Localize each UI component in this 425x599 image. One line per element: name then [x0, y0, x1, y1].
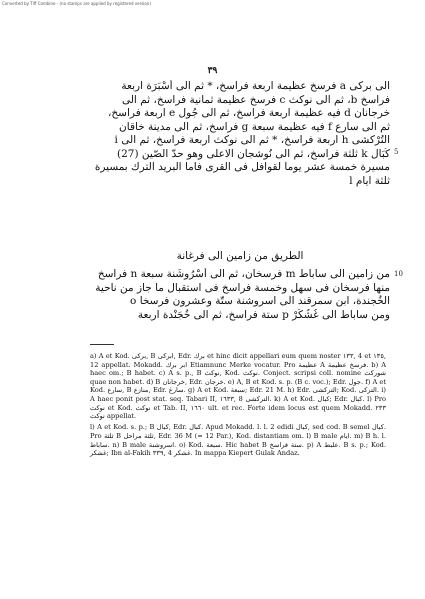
footnote: a) A et Kod. برکی, B ابرکی, Edr. برك et hinc dicit appellari eum quem noster ١٣٣, 4 et ١٣٥, 12 appellat. Mokadd. ابر برك Etiamnunc Merke vocatur. Pro عظيمة A فرسخ عظيمة. b) A haec om.; B habet. c) A s. p., B نوکث, Kod. نوکث. Conject. scripsi coll. nomine شوركث quae non habet. d) B خرجانان, Edr. خرجان. e) A, B et Kod. s. p. (B c. voc.); Edr. جول. f) A et Kod. سارع, B منازع, Edr. سارغ. g) A et Kod. سبعة; Edr. 21 M. h) Edr. التركشى; Kod. التركى. i) A haec ponit post stat. seq. Tabari II, ١٦٣٣, 8 التركشى. k) A et Kod. كبال; Edr. كبال. l) Pro نوكث et Kod. نوكث et Tab. II, ١٦٦٠ ult. et rec. Forte idem locus est quem Mokadd. ٢٣٣ نوكث appellat.	[90, 352, 387, 421]
arabic-section-block	[90, 268, 390, 322]
section-line: الخُجندة، ابن سمرقند الى اسروشنة ستّة وعشرون فرسخا o	[130, 295, 390, 307]
body-line: ثم الى سارع f فيه عظيمة سبعة g فراسخ، ثم الى مدينة خاقان	[119, 120, 390, 133]
body-line: مسيرة خمسة عشر يوماً لقوافل فى القرى فاما البريد الترك بمسيرة	[94, 161, 390, 173]
body-line: الى برکی a فرسخ عظيمة اربعة فراسخ، * ثم الى أسْبَرَة اربعة	[121, 80, 390, 92]
body-line: ثلثة ايام l	[349, 174, 390, 187]
body-line: التُرْكشى h اربعة فراسخ، * ثم الى نوكث اربعة فراسخ، ثم الى i	[114, 134, 390, 146]
body-line: فراسخ b، ثم الى نوكث c فرسخ عظيمة ثمانية فراسخ، ثم الى	[121, 93, 390, 106]
body-line: كُبَال k ثلثة فراسخ، ثم الى نُوشجان الاعلى وهو حدّ الصّين (27)	[117, 147, 390, 160]
section-heading: الطريق من زامين الى فرغانة	[176, 250, 304, 262]
footnote: l) A et Kod. s. p.; B كبال, Edr. كبال. Apud Mokadd. l. l. 2 edidi كبال, sed cod. B semel كبال. Pro ثلثة B ثلثة مراحل, Edr. 36 M (= 12 Par.), Kod. distantiam om. l) B male ايام. m) B h. l. ساباط. n) B male اسروشنة. o) Kod. سبعة. Hic habet B ستة فراسخ. p) A علبط. B s. p.; Kod. غشكر; Ibn al-Fakih ٣٣٩, 4 غشكر. In mappa Kiepert Gulak Andaz.	[90, 423, 386, 458]
footnote-divider	[90, 344, 114, 345]
body-line: خرجانان d فيه عظيمة اربعة فراسخ، ثم الى جُول e اربعة فراسخ،	[108, 107, 390, 119]
arabic-body-block	[90, 80, 390, 188]
section-line: ومن ساباط الى غُشُكَرْ p ستة فراسخ، ثم الى خُجَنْدة اربعة	[137, 308, 390, 321]
converter-banner: Converted by Tiff Combine - (no stamps are applied by registered version)	[2, 1, 151, 6]
footnotes	[90, 352, 386, 460]
line-number: 10	[394, 270, 403, 278]
section-line: منها فرسخان فى سهل وخمسة فراسخ فى استقبال ما جاز من ناحية	[95, 281, 390, 294]
page-number: ٣٩	[207, 66, 218, 76]
section-line: من زامين الى ساباط m فرسخان، ثم الى أُسْرُوشَنة سبعة n فراسخ	[97, 268, 390, 280]
line-number: 5	[394, 148, 399, 156]
